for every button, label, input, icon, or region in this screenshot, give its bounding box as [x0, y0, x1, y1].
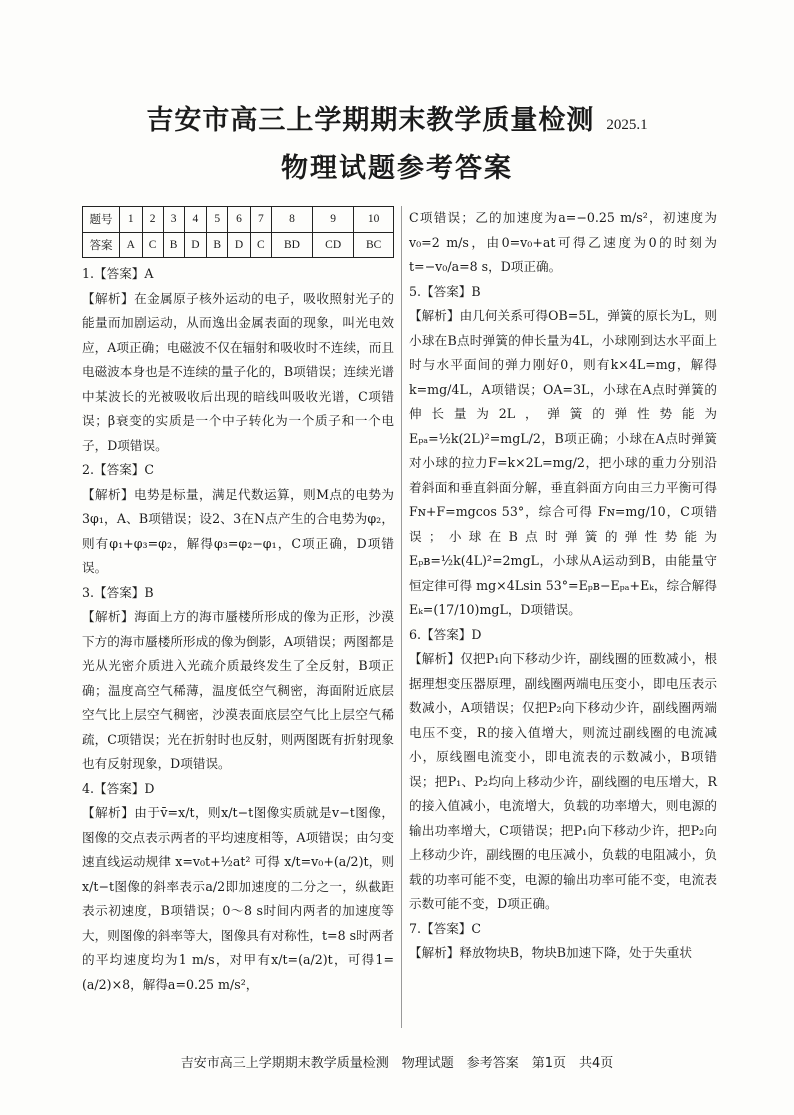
right-column	[409, 206, 717, 966]
answer-heading: 5.【答案】B	[409, 283, 481, 299]
answer-item	[409, 623, 717, 917]
exam-date: 2025.1	[606, 117, 648, 133]
question-number-cell: 1	[120, 207, 143, 233]
left-column	[82, 206, 394, 997]
answer-explanation: C项错误；乙的加速度为a=−0.25 m/s²，初速度为v₀=2 m/s，由0=v₀+at可得乙速度为0的时刻为t=−v₀/a=8 s，D项正确。	[409, 210, 717, 274]
right-answer-list	[409, 206, 717, 966]
answer-heading: 1.【答案】A	[82, 266, 154, 281]
answer-explanation: 【解析】由于v̄=x/t，则x/t−t图像实质就是v−t图像，图像的交点表示两者的平均速度相等，A项错误；由匀变速直线运动规律 x=v₀t+½at² 可得 x/t=v₀+(a/2)t，则x/t−t图像的斜率表示a/2即加速度的二分之一，纵截距表示初速度，B项错误；0～8 s时间内两者的加速度等大，则图像的斜率等大，图像具有对称性，t=8 s时两者的平均速度均为1 m/s，对甲有x/t=(a/2)t，可得1=(a/2)×8，解得a=0.25 m/s²，	[82, 805, 394, 992]
answer-heading: 7.【答案】C	[409, 920, 482, 936]
answer-cell: C	[250, 232, 271, 258]
answer-item	[82, 777, 394, 998]
answer-heading: 2.【答案】C	[82, 462, 155, 477]
answer-cell: C	[142, 232, 163, 258]
question-number-cell: 8	[271, 207, 312, 233]
question-number-cell: 6	[228, 207, 251, 233]
page-title	[0, 98, 794, 137]
answer-cell: BC	[354, 232, 394, 258]
page-subtitle: 物理试题参考答案	[281, 153, 513, 184]
answer-item	[82, 262, 394, 458]
row-label-question: 题号	[83, 207, 120, 233]
answer-explanation: 【解析】仅把P₁向下移动少许，副线圈的匝数减小，根据理想变压器原理，副线圈两端电压变小，即电压表示数减小，A项错误；仅把P₂向下移动少许，副线圈两端电压不变，R的接入值增大，则流过副线圈的电流减小，原线圈电流变小，即电流表的示数减小，B项错误；把P₁、P₂均向上移动少许，副线圈的电压增大，R的接入值减小，电流增大，负载的功率增大，则电源的输出功率增大，C项错误；把P₁向下移动少许，把P₂向上移动少许，副线圈的电压减小，负载的电阻减小，负载的功率可能不变，电源的输出功率可能不变，电流表示数可能不变，D项正确。	[409, 651, 717, 911]
answer-key-table	[82, 206, 394, 258]
question-number-cell: 2	[142, 207, 163, 233]
question-number-cell: 3	[163, 207, 184, 233]
answer-cell: D	[184, 232, 207, 258]
answer-cell: B	[207, 232, 228, 258]
answer-item	[82, 458, 394, 581]
answer-item	[409, 206, 717, 280]
answer-heading: 6.【答案】D	[409, 626, 482, 642]
answer-cell: A	[120, 232, 143, 258]
row-label-answer: 答案	[83, 232, 120, 258]
answer-item	[409, 917, 717, 966]
answer-heading: 3.【答案】B	[82, 584, 154, 600]
left-answer-list	[82, 262, 394, 997]
answer-cell: BD	[271, 232, 312, 258]
answer-cell: CD	[313, 232, 354, 258]
answer-cell: B	[163, 232, 184, 258]
question-number-cell: 10	[354, 207, 394, 233]
question-number-cell: 7	[250, 207, 271, 233]
answer-explanation: 【解析】在金属原子核外运动的电子，吸收照射光子的能量而加剧运动，从而逸出金属表面的现象，叫光电效应，A项正确；电磁波不仅在辐射和吸收时不连续，而且电磁波本身也是不连续的量子化的，B项错误；连续光谱中某波长的光被吸收后出现的暗线叫吸收光谱，C项错误；β衰变的实质是一个中子转化为一个质子和一个电子，D项错误。	[82, 290, 394, 453]
answer-item	[82, 581, 394, 777]
answer-explanation: 【解析】海面上方的海市蜃楼所形成的像为正形，沙漠下方的海市蜃楼所形成的像为倒影，A项错误；两图都是光从光密介质进入光疏介质最终发生了全反射，B项正确；温度高空气稀薄，温度低空气稠密，海面附近底层空气比上层空气稠密，沙漠表面底层空气比上层空气稀疏，C项错误；光在折射时也反射，则两图既有折射现象也有反射现象，D项错误。	[82, 609, 394, 771]
answer-explanation: 【解析】释放物块B，物块B加速下降，处于失重状	[409, 945, 692, 960]
answer-cell: D	[228, 232, 251, 258]
question-number-row	[83, 207, 394, 233]
page-footer: 吉安市高三上学期期末教学质量检测 物理试题 参考答案 第1页 共4页	[180, 1056, 614, 1071]
answer-explanation: 【解析】由几何关系可得OB=5L，弹簧的原长为L，则小球在B点时弹簧的伸长量为4L，小球刚到达水平面上时与水平面间的弹力刚好0，则有k×4L=mg，解得k=mg/4L，A项错误；OA=3L，小球在A点时弹簧的伸长量为2L，弹簧的弹性势能为Eₚₐ=½k(2L)²=mgL/2，B项正确；小球在A点时弹簧对小球的拉力F=k×2L=mg/2，把小球的重力分别沿着斜面和垂直斜面分解，垂直斜面方向由三力平衡可得 Fɴ+F=mgcos 53°，综合可得 Fɴ=mg/10，C项错误；小球在B点时弹簧的弹性势能为Eₚʙ=½k(4L)²=2mgL，小球从A运动到B，由能量守恒定律可得 mg×4Lsin 53°=Eₚʙ−Eₚₐ+Eₖ，综合解得 Eₖ=(17/10)mgL，D项错误。	[409, 308, 717, 617]
question-number-cell: 5	[207, 207, 228, 233]
column-divider	[401, 206, 402, 1028]
question-number-cell: 4	[184, 207, 207, 233]
answer-row	[83, 232, 394, 258]
title-text: 吉安市高三上学期期末教学质量检测	[146, 105, 595, 136]
question-number-cell: 9	[313, 207, 354, 233]
answer-item	[409, 280, 717, 623]
answer-explanation: 【解析】电势是标量，满足代数运算，则M点的电势为3φ₁，A、B项错误；设2、3在N点产生的合电势为φ₂，则有φ₁+φ₃=φ₂，解得φ₃=φ₂−φ₁，C项正确，D项错误。	[82, 486, 394, 575]
answer-heading: 4.【答案】D	[82, 780, 155, 796]
